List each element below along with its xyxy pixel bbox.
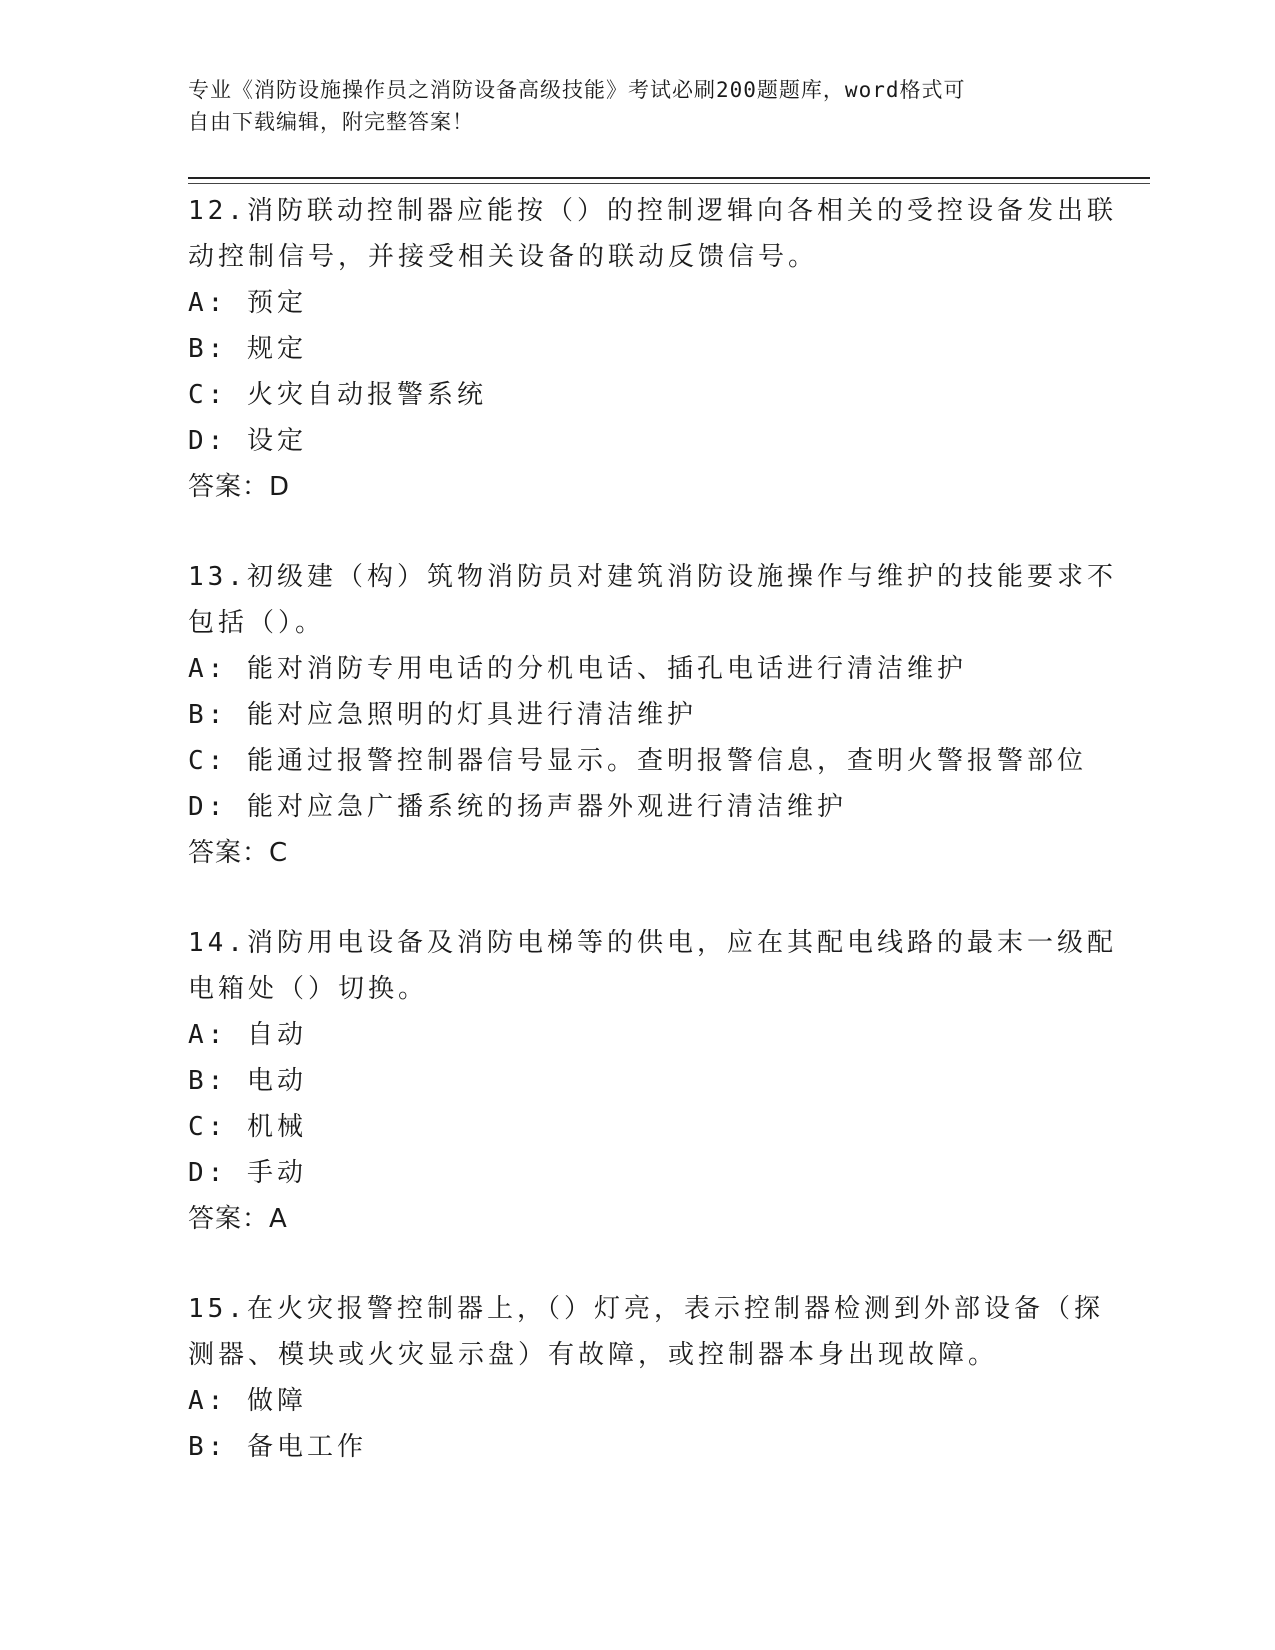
option-a: A: 做障 [188, 1386, 307, 1416]
option-c: C: 能通过报警控制器信号显示。查明报警信息，查明火警报警部位 [188, 746, 1087, 776]
question-stem-line: 15.在火灾报警控制器上，（）灯亮，表示控制器检测到外部设备（探 [188, 1294, 1104, 1324]
question-list [188, 188, 1117, 1470]
question-stem-line: 包括（）。 [188, 608, 326, 638]
question-stem-line: 动控制信号，并接受相关设备的联动反馈信号。 [188, 242, 819, 272]
question-stem-line: 电箱处（）切换。 [188, 974, 429, 1004]
question-14 [188, 920, 1117, 1242]
option-d: D: 设定 [188, 426, 307, 456]
question-12 [188, 188, 1117, 510]
option-a: A: 自动 [188, 1020, 307, 1050]
option-b: B: 规定 [188, 334, 307, 364]
header-title-line-1: 专业《消防设施操作员之消防设备高级技能》考试必刷200题题库，word格式可 [188, 78, 966, 102]
question-stem [188, 920, 1117, 1012]
option-b: B: 电动 [188, 1066, 307, 1096]
question-stem-line: 13.初级建（构）筑物消防员对建筑消防设施操作与维护的技能要求不 [188, 562, 1117, 592]
question-stem [188, 188, 1117, 280]
option-c: C: 机械 [188, 1112, 307, 1142]
document-header [188, 74, 1088, 138]
header-title-line-2: 自由下载编辑，附完整答案！ [188, 110, 474, 134]
question-stem [188, 554, 1117, 646]
header-divider-thin [188, 183, 1150, 184]
answer-line: 答案：D [188, 472, 291, 502]
header-divider-thick [188, 177, 1150, 179]
option-c: C: 火灾自动报警系统 [188, 380, 487, 410]
question-stem-line: 12.消防联动控制器应能按（）的控制逻辑向各相关的受控设备发出联 [188, 196, 1117, 226]
option-b: B: 备电工作 [188, 1432, 367, 1462]
option-d: D: 能对应急广播系统的扬声器外观进行清洁维护 [188, 792, 847, 822]
option-a: A: 预定 [188, 288, 307, 318]
option-a: A: 能对消防专用电话的分机电话、插孔电话进行清洁维护 [188, 654, 967, 684]
question-spacer [188, 876, 1088, 920]
answer-line: 答案：C [188, 838, 289, 868]
question-spacer [188, 1242, 1088, 1286]
question-stem-line: 14.消防用电设备及消防电梯等的供电，应在其配电线路的最末一级配 [188, 928, 1117, 958]
option-b: B: 能对应急照明的灯具进行清洁维护 [188, 700, 697, 730]
answer-line: 答案：A [188, 1204, 288, 1234]
question-stem [188, 1286, 1104, 1378]
question-stem-line: 测器、模块或火灾显示盘）有故障，或控制器本身出现故障。 [188, 1340, 999, 1370]
option-d: D: 手动 [188, 1158, 307, 1188]
question-15 [188, 1286, 1104, 1470]
question-13 [188, 554, 1117, 876]
question-spacer [188, 510, 1088, 554]
